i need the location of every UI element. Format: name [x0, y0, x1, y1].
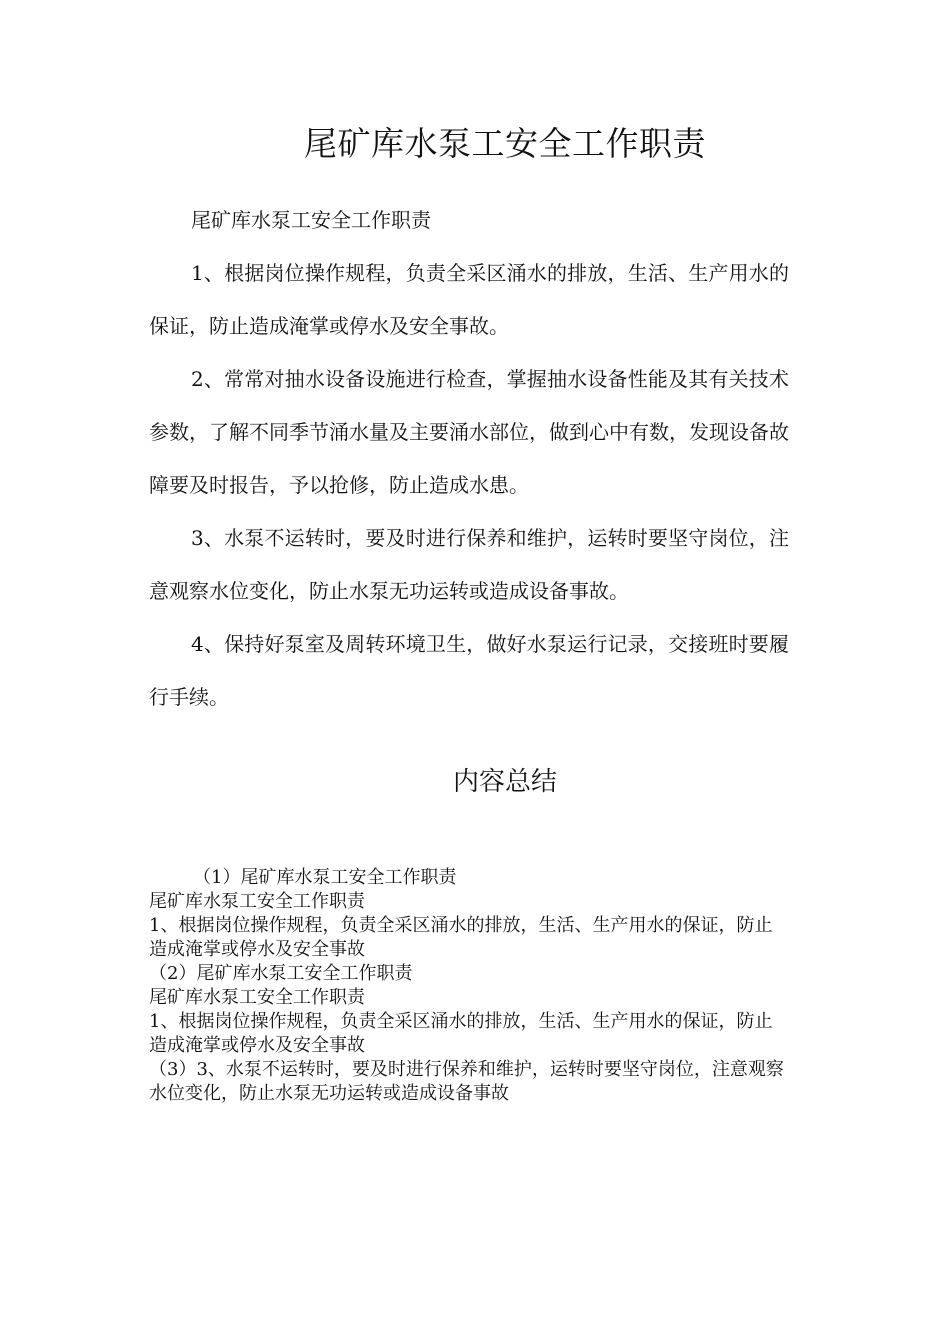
summary-line: 1、根据岗位操作规程，负责全采区涌水的排放，生活、生产用水的保证，防止造成淹掌或停水及安全事故 — [149, 915, 773, 960]
summary-line: （1）尾矿库水泵工安全工作职责 — [193, 867, 457, 888]
summary-line: 尾矿库水泵工安全工作职责 — [149, 891, 365, 912]
paragraph-4: 4、保持好泵室及周转环境卫生，做好水泵运行记录，交接班时要履行手续。 — [149, 632, 789, 709]
document-subtitle: 尾矿库水泵工安全工作职责 — [191, 208, 431, 232]
paragraph-3: 3、水泵不运转时，要及时进行保养和维护，运转时要坚守岗位，注意观察水位变化，防止水泵无功运转或造成设备事故。 — [149, 526, 789, 603]
paragraph-2: 2、常常对抽水设备设施进行检查，掌握抽水设备性能及其有关技术参数，了解不同季节涌水量及主要涌水部位，做到心中有数，发现设备故障要及时报告，予以抢修，防止造成水患。 — [149, 367, 789, 497]
page-title: 尾矿库水泵工安全工作职责 — [304, 124, 706, 163]
summary-line: 1、根据岗位操作规程，负责全采区涌水的排放，生活、生产用水的保证，防止造成淹掌或停水及安全事故 — [149, 1011, 773, 1056]
summary-line: （2）尾矿库水泵工安全工作职责 — [149, 963, 413, 984]
summary-title: 内容总结 — [452, 767, 557, 797]
body-text — [149, 194, 789, 724]
summary-section — [149, 866, 789, 1106]
summary-line: 尾矿库水泵工安全工作职责 — [149, 987, 365, 1008]
paragraph-1: 1、根据岗位操作规程，负责全采区涌水的排放，生活、生产用水的保证，防止造成淹掌或停水及安全事故。 — [149, 261, 789, 338]
summary-line: （3）3、水泵不运转时，要及时进行保养和维护，运转时要坚守岗位，注意观察水位变化，防止水泵无功运转或造成设备事故 — [149, 1059, 784, 1104]
